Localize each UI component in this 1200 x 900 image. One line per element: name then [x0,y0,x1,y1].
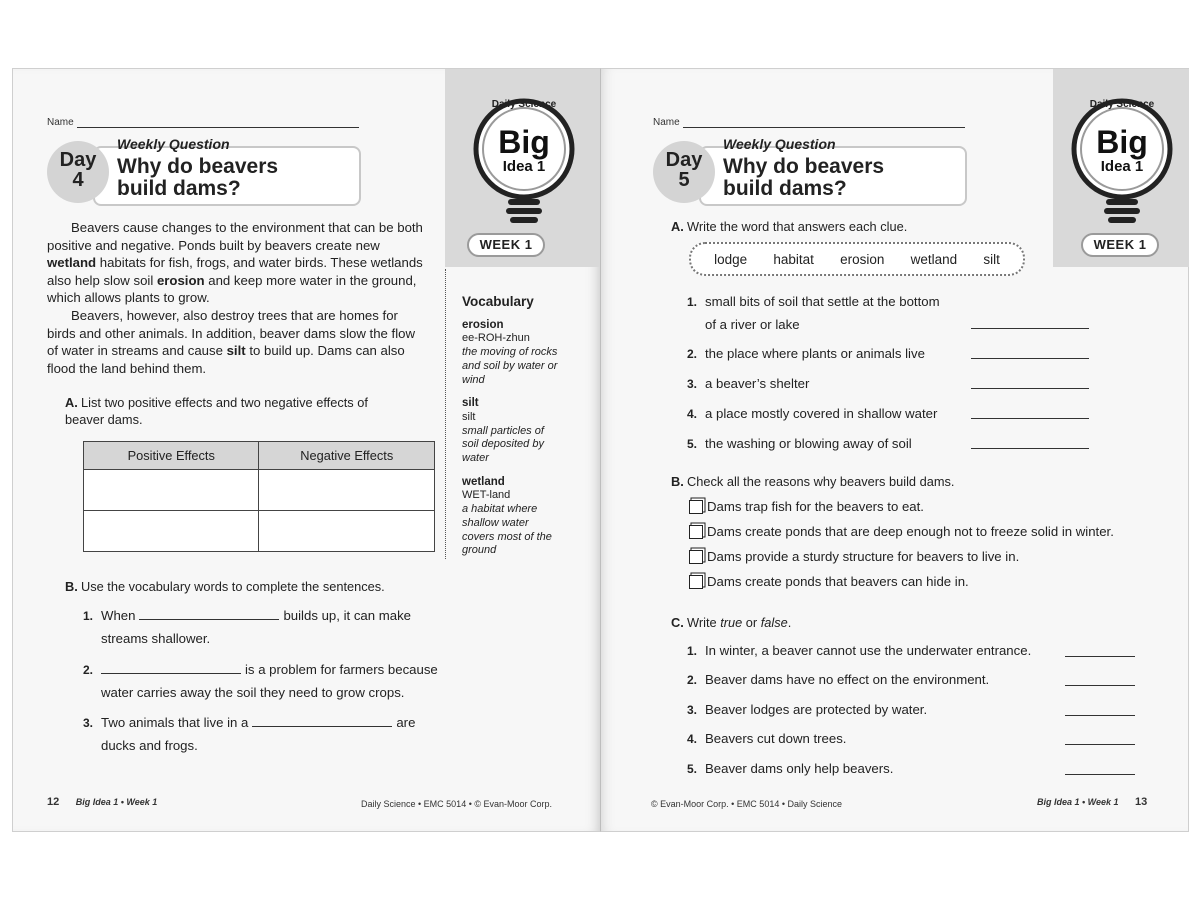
name-line[interactable] [683,127,965,128]
big-idea-top-text: Daily Science [491,99,557,110]
footer-section: Big Idea 1 • Week 1 [1037,797,1119,807]
tf-text: Beaver dams only help beavers. [705,761,894,776]
checkbox[interactable] [689,525,703,539]
word-bank-item: habitat [773,251,814,267]
clue-text: the washing or blowing away of soil [705,436,912,451]
clue-number: 1. [687,295,698,309]
passage-paragraph-2: Beavers, however, also destroy trees that are homes for birds and other animals. In addition, beaver dams slow the flow of water in streams and cause silt to build up. Dams can also flood the land behind them. [47,307,415,376]
big-idea-number-text: Idea 1 [502,158,546,175]
day-number: 4 [72,169,84,191]
word-bank-item: wetland [910,251,958,267]
section-b-letter: B. [65,579,78,594]
tf-number: 3. [687,703,698,717]
footer-section: Big Idea 1 • Week 1 [75,797,158,807]
page-title [117,156,278,200]
clue-number: 3. [687,377,698,391]
tf-answer-line-4[interactable] [1065,744,1135,745]
lightbulb-icon [455,87,593,235]
clue-number: 5. [687,437,698,451]
sentence-item-1 [83,605,463,649]
big-idea-big-text: Big [498,124,550,160]
tf-number: 1. [687,644,698,658]
big-idea-number-text: Idea 1 [1100,158,1144,175]
vocab-definition: the moving of rocks and soil by water or wind [462,346,558,386]
day-number: 5 [678,169,690,191]
tf-number: 4. [687,732,698,746]
tf-item-2 [687,669,989,692]
tf-answer-line-1[interactable] [1065,656,1135,657]
vocab-word: wetland [462,475,505,488]
day-badge [653,141,715,203]
section-c-text: or [742,615,761,630]
negative-effect-cell-1[interactable] [259,470,435,511]
checkbox-label: Dams create ponds that beavers can hide in. [707,574,969,589]
word-bank-item: erosion [840,251,885,267]
checkbox[interactable] [689,500,703,514]
tf-number: 5. [687,762,698,776]
day-word: Day [59,149,97,171]
clue-number: 2. [687,347,698,361]
checkbox[interactable] [689,575,703,589]
sentence-text: are [396,715,416,730]
lightbulb-icon [1053,87,1191,235]
tf-item-5 [687,758,893,781]
section-c-true: true [720,615,743,630]
title-line-2: build dams? [117,177,241,200]
section-b-prompt [65,578,385,595]
tf-text: Beaver dams have no effect on the environment. [705,672,990,687]
clue-answer-line-3[interactable] [971,388,1089,389]
checkbox-item-3[interactable] [689,549,1019,564]
vocab-entry-wetland [462,476,558,558]
page-number: 12 [47,796,60,808]
clue-text: small bits of soil that settle at the bottom [705,294,940,309]
day-badge [47,141,109,203]
weekly-question-label: Weekly Question [117,136,230,152]
answer-blank[interactable] [101,662,241,674]
positive-effects-header: Positive Effects [84,442,259,470]
day-word: Day [665,149,703,171]
clue-item-3 [687,373,809,396]
big-idea-big-text: Big [1096,124,1148,160]
vocab-definition: a habitat where shallow water covers most of the ground [462,503,552,557]
positive-effect-cell-2[interactable] [84,511,259,552]
big-idea-panel [1053,69,1189,267]
week-badge: WEEK 1 [1081,233,1159,257]
passage-paragraph-1: Beavers cause changes to the environment that can be both positive and negative. Ponds built by beavers create new wetland habitats for fish, frogs, and water birds. These wetlands also help slow soil erosion and keep more water in the ground, which allows plants to grow. [47,220,423,306]
name-label: Name [47,117,74,128]
name-line[interactable] [77,127,359,128]
section-c-letter: C. [671,615,684,630]
clue-item-5 [687,433,912,456]
word-bank [689,242,1025,276]
clue-text: of a river or lake [705,316,800,332]
checkbox-item-2[interactable] [689,524,1114,539]
vocab-definition: small particles of soil deposited by water [462,424,544,465]
vocab-term: wetland [47,255,97,271]
section-b-prompt [671,473,954,490]
tf-item-3 [687,699,927,722]
tf-number: 2. [687,673,698,687]
section-b-letter: B. [671,474,684,489]
effects-table [83,441,435,552]
section-c-text: . [787,615,792,630]
section-a-text: List two positive effects and two negative effects of beaver dams. [65,395,368,427]
tf-item-1 [687,640,1031,663]
week-badge: WEEK 1 [467,233,545,257]
word-bank-item: lodge [714,251,748,267]
clue-answer-line-4[interactable] [971,418,1089,419]
vocabulary-heading: Vocabulary [462,294,534,309]
clue-text: a place mostly covered in shallow water [705,406,938,421]
vocab-pronunciation: silt [462,410,476,423]
tf-text: Beavers cut down trees. [705,731,847,746]
big-idea-panel [445,69,601,267]
section-a-letter: A. [65,395,78,410]
sentence-item-3 [83,712,463,756]
sentence-number: 2. [83,663,94,677]
clue-text: a beaver’s shelter [705,376,810,391]
positive-effect-cell-1[interactable] [84,470,259,511]
answer-blank[interactable] [252,715,392,727]
answer-blank[interactable] [139,608,279,620]
page-title [723,156,884,200]
sentence-text: is a problem for farmers because [245,662,438,677]
vocab-entry-erosion [462,319,558,388]
big-idea-top-text: Daily Science [1089,99,1155,110]
vocabulary-box [462,295,558,568]
title-line-1: Why do beavers [723,155,885,178]
checkbox-item-4[interactable] [689,574,969,589]
sentence-text: builds up, it can make [283,608,412,623]
tf-answer-line-3[interactable] [1065,715,1135,716]
tf-text: Beaver lodges are protected by water. [705,702,928,717]
weekly-question-label: Weekly Question [723,136,836,152]
footer-credit: © Evan-Moor Corp. • EMC 5014 • Daily Science [651,799,843,809]
word-bank-item: silt [983,251,1000,267]
footer-right [1037,796,1147,808]
title-line-2: build dams? [723,177,847,200]
sentence-text: Two animals that live in a [101,715,249,730]
checkbox-label: Dams provide a sturdy structure for beavers to live in. [707,549,1020,564]
vocab-entry-silt [462,397,558,466]
vocab-term: silt [226,343,246,359]
sentence-item-2 [83,659,463,703]
vocab-pronunciation: WET-land [462,489,511,502]
sentence-number: 3. [83,716,94,730]
sentence-number: 1. [83,609,94,623]
sentence-text: ducks and frogs. [101,737,198,753]
vocab-word: silt [462,397,479,410]
negative-effect-cell-2[interactable] [259,511,435,552]
negative-effects-header: Negative Effects [259,442,435,470]
tf-answer-line-5[interactable] [1065,774,1135,775]
sentence-text: When [101,608,136,623]
section-b-text: Use the vocabulary words to complete the sentences. [81,579,385,594]
name-label: Name [653,117,680,128]
clue-item-1 [687,291,940,335]
vocabulary-divider [445,269,446,559]
right-page [600,68,1189,832]
clue-answer-line-1[interactable] [971,328,1089,329]
section-b-text: Check all the reasons why beavers build dams. [687,474,955,489]
page-number: 13 [1135,796,1148,808]
section-a-prompt [671,218,907,235]
vocab-pronunciation: ee-ROH-zhun [462,332,530,345]
checkbox[interactable] [689,550,703,564]
vocab-word: erosion [462,318,504,331]
checkbox-label: Dams create ponds that are deep enough not to freeze solid in winter. [707,524,1114,539]
clue-item-4 [687,403,937,426]
vocab-term: erosion [156,272,205,288]
section-c-prompt [671,614,791,631]
clue-number: 4. [687,407,698,421]
clue-answer-line-2[interactable] [971,358,1089,359]
section-c-false: false [760,615,788,630]
tf-item-4 [687,728,846,751]
footer-left [47,796,157,808]
tf-answer-line-2[interactable] [1065,685,1135,686]
sentence-text: water carries away the soil they need to grow crops. [101,684,405,700]
clue-answer-line-5[interactable] [971,448,1089,449]
section-a-text: Write the word that answers each clue. [687,219,908,234]
section-a-letter: A. [671,219,684,234]
checkbox-item-1[interactable] [689,499,924,514]
sentence-text: streams shallower. [101,630,211,646]
clue-item-2 [687,343,925,366]
section-a-prompt [65,394,395,428]
clue-text: the place where plants or animals live [705,346,925,361]
footer-credit: Daily Science • EMC 5014 • © Evan-Moor Corp. [361,799,553,809]
left-page [12,68,600,832]
tf-text: In winter, a beaver cannot use the underwater entrance. [705,643,1032,658]
reading-passage [47,219,427,377]
section-c-text: Write [687,615,721,630]
title-line-1: Why do beavers [117,155,279,178]
checkbox-label: Dams trap fish for the beavers to eat. [707,499,924,514]
